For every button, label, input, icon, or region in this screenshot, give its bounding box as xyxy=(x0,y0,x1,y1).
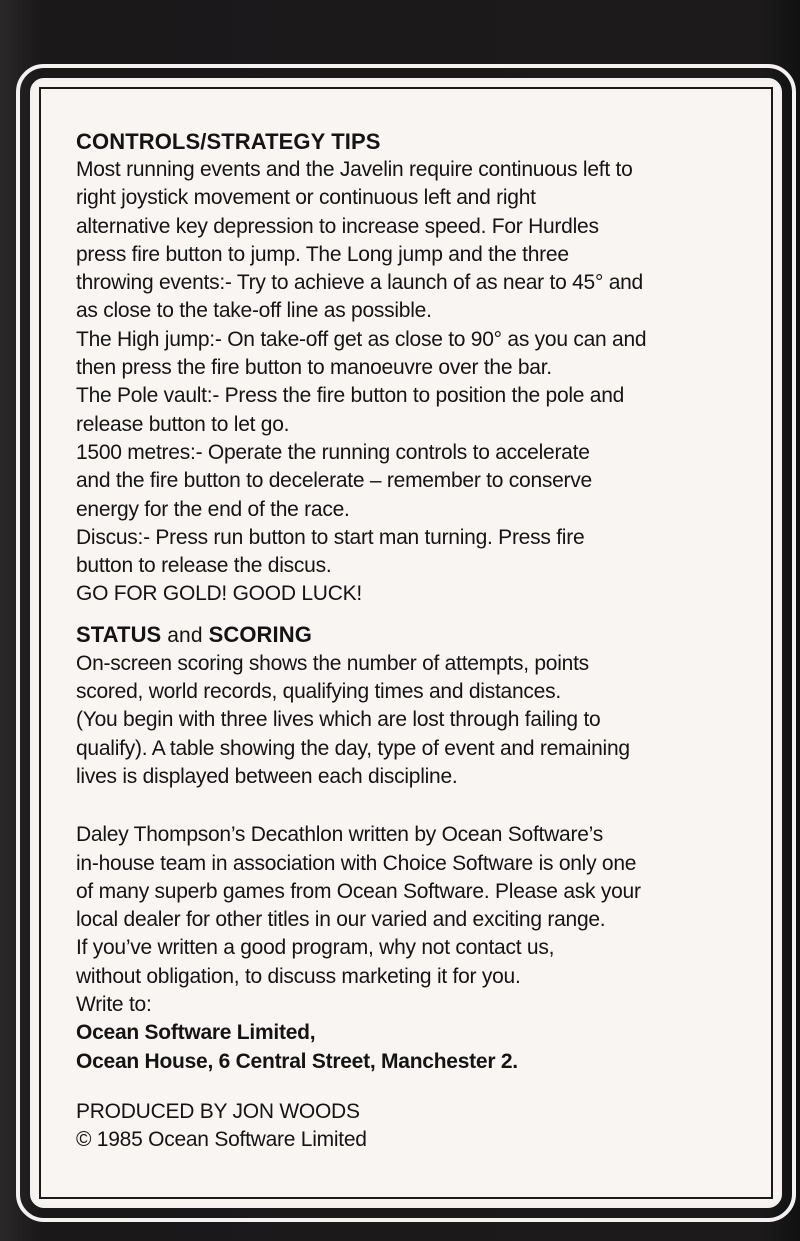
controls-line: button to release the discus. xyxy=(76,554,332,578)
controls-line: energy for the end of the race. xyxy=(76,497,350,521)
content-box xyxy=(39,87,773,1199)
controls-line: The Pole vault:- Press the fire button to position the pole and xyxy=(76,384,625,408)
copyright: © 1985 Ocean Software Limited xyxy=(76,1128,367,1152)
controls-line: Most running events and the Javelin require continuous left to xyxy=(76,158,633,181)
about-line: local dealer for other titles in our varied and exciting range. xyxy=(76,908,606,932)
controls-line: as close to the take-off line as possible. xyxy=(76,299,432,323)
about-line: in-house team in association with Choice Software is only one xyxy=(76,851,637,875)
credits-section xyxy=(76,1098,756,1155)
status-heading-status: STATUS xyxy=(76,621,162,647)
status-line: qualify). A table showing the day, type of event and remaining xyxy=(76,736,630,760)
address-line: Ocean Software Limited, xyxy=(76,1021,316,1045)
controls-line: press fire button to jump. The Long jump and the three xyxy=(76,242,569,266)
address-line: Ocean House, 6 Central Street, Manchester 2. xyxy=(76,1049,518,1073)
status-line: (You begin with three lives which are lost through failing to xyxy=(76,708,601,732)
status-heading-and: and xyxy=(161,623,209,647)
status-heading-scoring: SCORING xyxy=(208,621,312,647)
controls-line: GO FOR GOLD! GOOD LUCK! xyxy=(76,582,362,606)
produced-by: PRODUCED BY JON WOODS xyxy=(76,1099,360,1123)
status-line: lives is displayed between each discipline. xyxy=(76,764,458,788)
controls-line: throwing events:- Try to achieve a launch of as near to 45° and xyxy=(76,271,643,295)
controls-line: Discus:- Press run button to start man turning. Press fire xyxy=(76,525,585,549)
status-heading xyxy=(76,621,756,650)
controls-line: release button to let go. xyxy=(76,412,290,436)
status-line: On-screen scoring shows the number of attempts, points xyxy=(76,651,589,675)
controls-line: alternative key depression to increase speed. For Hurdles xyxy=(76,214,599,238)
controls-line: The High jump:- On take-off get as close to 90° as you can and xyxy=(76,327,647,351)
about-line: Write to: xyxy=(76,993,152,1017)
instructions-text xyxy=(76,128,756,1155)
controls-line: right joystick movement or continuous left and right xyxy=(76,186,536,210)
about-line: Daley Thompson’s Decathlon written by Ocean Software’s xyxy=(76,823,603,847)
about-line: of many superb games from Ocean Software. Please ask your xyxy=(76,879,641,903)
controls-line: 1500 metres:- Operate the running controls to accelerate xyxy=(76,440,590,464)
about-section xyxy=(76,821,756,1076)
controls-line: then press the fire button to manoeuvre over the bar. xyxy=(76,356,552,380)
controls-line: and the fire button to decelerate – remember to conserve xyxy=(76,469,592,493)
about-line: without obligation, to discuss marketing it for you. xyxy=(76,964,521,988)
controls-heading: CONTROLS/STRATEGY TIPS xyxy=(76,129,381,154)
about-line: If you’ve written a good program, why not contact us, xyxy=(76,936,555,960)
status-line: scored, world records, qualifying times and distances. xyxy=(76,680,561,704)
